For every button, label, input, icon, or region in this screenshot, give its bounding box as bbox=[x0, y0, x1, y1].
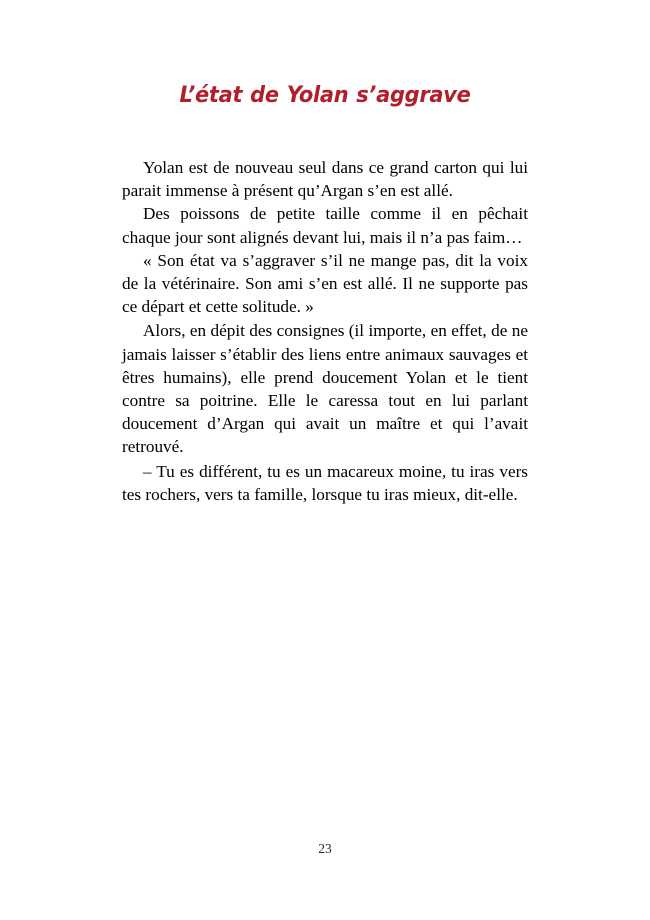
page-number: 23 bbox=[318, 841, 332, 856]
body-text bbox=[122, 156, 528, 506]
paragraph: Des poissons de petite taille comme il en pêchait chaque jour sont alignés devant lui, mais il n’a pas faim… bbox=[122, 204, 528, 247]
paragraph: – Tu es différent, tu es un macareux moine, tu iras vers tes rochers, vers ta famille, lorsque tu iras mieux, dit-elle. bbox=[122, 461, 528, 504]
chapter-title: L’état de Yolan s’aggrave bbox=[179, 82, 471, 108]
paragraph: Yolan est de nouveau seul dans ce grand carton qui lui parait immense à présent qu’Argan s’en est allé. bbox=[122, 158, 528, 201]
paragraph: « Son état va s’aggraver s’il ne mange pas, dit la voix de la vétérinaire. Son ami s’en est allé. Il ne supporte pas ce départ et cette solitude. » bbox=[122, 250, 528, 317]
page-content-block bbox=[122, 82, 528, 506]
paragraph: Alors, en dépit des consignes (il importe, en effet, de ne jamais laisser s’établir des liens entre animaux sauvages et êtres humains), elle prend doucement Yolan et le tient contre sa poitrine. Elle le caressa tout en lui parlant doucement d’Argan qui avait un maître et qui l’avait retrouvé. bbox=[122, 321, 528, 457]
